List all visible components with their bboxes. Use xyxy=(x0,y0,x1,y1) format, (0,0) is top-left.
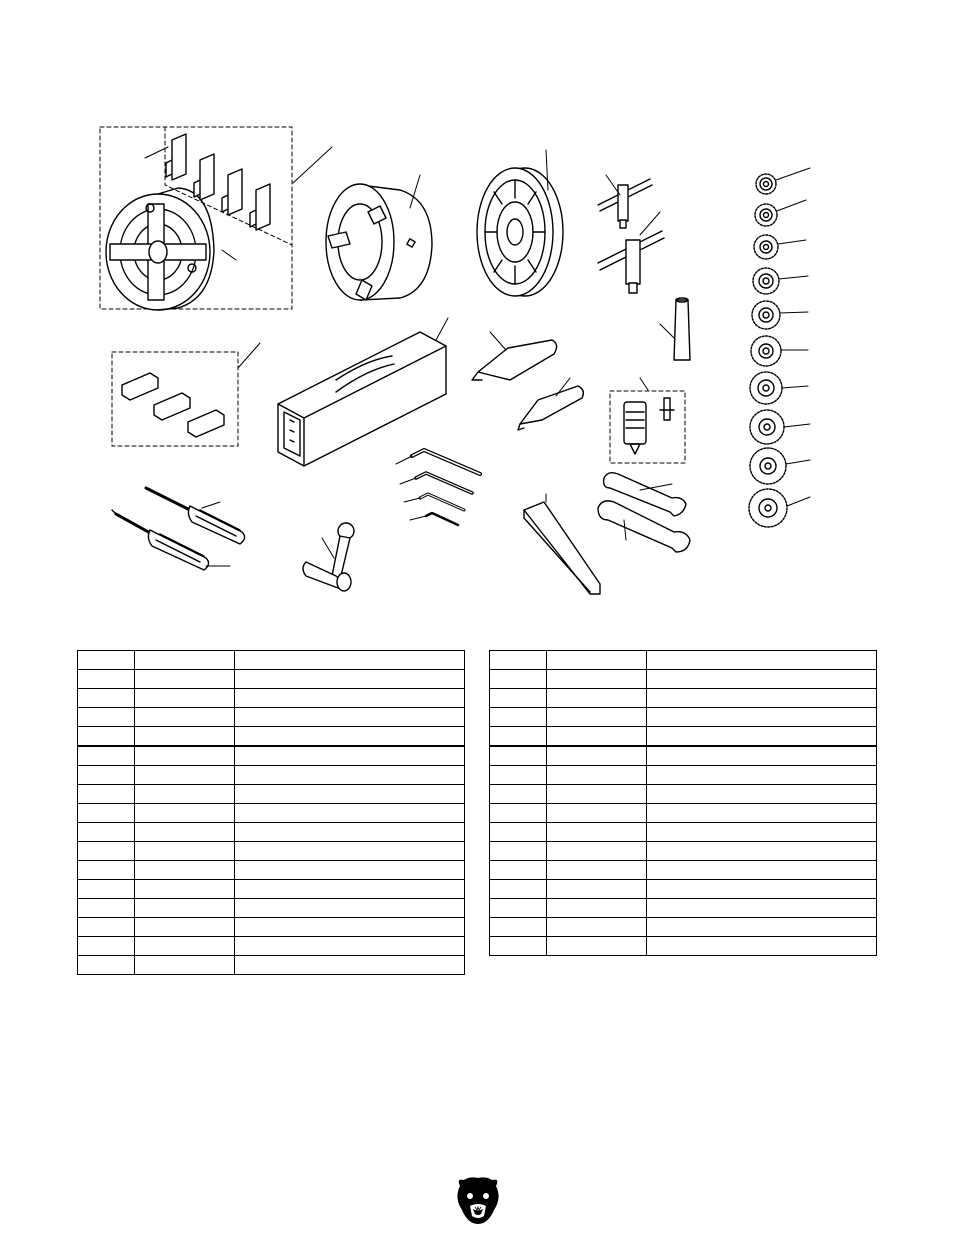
part-number-cell xyxy=(547,823,647,842)
part-number-cell xyxy=(547,766,647,785)
ref-cell xyxy=(78,880,135,899)
description-cell xyxy=(235,785,465,804)
part-number-cell xyxy=(135,937,235,956)
faceplate xyxy=(477,150,563,296)
table-row xyxy=(78,823,465,842)
part-number-cell xyxy=(547,899,647,918)
table-row xyxy=(490,842,877,861)
ref-cell xyxy=(490,766,547,785)
ref-cell xyxy=(78,785,135,804)
table-row xyxy=(490,727,877,747)
ref-cell xyxy=(78,746,135,766)
description-cell xyxy=(235,804,465,823)
table-row xyxy=(490,746,877,766)
description-cell xyxy=(235,727,465,747)
description-cell xyxy=(235,956,465,975)
part-number-cell xyxy=(135,766,235,785)
four-jaw-chuck xyxy=(106,188,214,310)
ref-cell xyxy=(490,899,547,918)
ref-cell xyxy=(490,785,547,804)
description-cell xyxy=(647,689,877,708)
part-number-cell xyxy=(547,651,647,670)
description-cell xyxy=(235,842,465,861)
table-row xyxy=(490,766,877,785)
ref-cell xyxy=(490,727,547,747)
description-cell xyxy=(235,766,465,785)
part-number-cell xyxy=(135,842,235,861)
ref-cell xyxy=(490,823,547,842)
dead-center-small xyxy=(518,378,583,430)
table-row xyxy=(78,861,465,880)
dead-center-large xyxy=(472,332,557,380)
table-row xyxy=(490,708,877,727)
ref-cell xyxy=(490,651,547,670)
table-row xyxy=(490,880,877,899)
table-row xyxy=(490,651,877,670)
description-cell xyxy=(647,746,877,766)
ref-cell xyxy=(78,899,135,918)
ref-cell xyxy=(78,651,135,670)
three-jaw-chuck xyxy=(326,175,432,300)
part-number-cell xyxy=(135,689,235,708)
drill-chuck-group xyxy=(610,378,685,463)
parts-table-right-body xyxy=(490,651,877,956)
description-cell xyxy=(235,689,465,708)
table-row xyxy=(78,689,465,708)
toolbox xyxy=(278,318,448,466)
part-number-cell xyxy=(135,727,235,747)
description-cell xyxy=(647,842,877,861)
part-number-cell xyxy=(135,804,235,823)
description-cell xyxy=(235,899,465,918)
bear-logo xyxy=(454,1176,502,1226)
table-row xyxy=(490,804,877,823)
part-number-cell xyxy=(135,880,235,899)
ref-cell xyxy=(490,880,547,899)
ref-cell xyxy=(78,956,135,975)
description-cell xyxy=(235,861,465,880)
part-number-cell xyxy=(135,861,235,880)
part-number-cell xyxy=(135,823,235,842)
ref-cell xyxy=(490,918,547,937)
ref-cell xyxy=(78,689,135,708)
part-number-cell xyxy=(135,670,235,689)
ref-cell xyxy=(78,727,135,747)
tool-post-wedge xyxy=(524,494,600,594)
ref-cell xyxy=(490,937,547,956)
description-cell xyxy=(647,708,877,727)
description-cell xyxy=(647,651,877,670)
table-row xyxy=(490,918,877,937)
parts-table-left xyxy=(77,650,465,975)
description-cell xyxy=(647,880,877,899)
ref-cell xyxy=(78,861,135,880)
description-cell xyxy=(647,804,877,823)
table-row xyxy=(490,937,877,956)
table-row xyxy=(78,766,465,785)
table-row xyxy=(78,842,465,861)
table-row xyxy=(78,746,465,766)
part-number-cell xyxy=(135,651,235,670)
table-row xyxy=(78,785,465,804)
description-cell xyxy=(235,937,465,956)
table-row xyxy=(78,670,465,689)
part-number-cell xyxy=(547,937,647,956)
chuck-key-small xyxy=(598,175,652,228)
change-gear-set xyxy=(749,168,810,527)
part-number-cell xyxy=(547,785,647,804)
part-number-cell xyxy=(135,918,235,937)
ref-cell xyxy=(78,918,135,937)
ref-cell xyxy=(490,746,547,766)
parts-table-right xyxy=(489,650,877,956)
tailstock-handle xyxy=(303,523,354,591)
ref-cell xyxy=(490,861,547,880)
description-cell xyxy=(235,670,465,689)
description-cell xyxy=(235,651,465,670)
ref-cell xyxy=(490,670,547,689)
description-cell xyxy=(235,918,465,937)
part-number-cell xyxy=(135,785,235,804)
description-cell xyxy=(647,727,877,747)
ref-cell xyxy=(78,842,135,861)
part-number-cell xyxy=(547,689,647,708)
parts-table-left-body xyxy=(78,651,465,975)
ref-cell xyxy=(78,823,135,842)
part-number-cell xyxy=(547,918,647,937)
description-cell xyxy=(647,861,877,880)
part-number-cell xyxy=(135,956,235,975)
part-number-cell xyxy=(547,861,647,880)
part-number-cell xyxy=(547,708,647,727)
part-number-cell xyxy=(547,746,647,766)
description-cell xyxy=(235,823,465,842)
ref-cell xyxy=(490,804,547,823)
reverse-jaw-set xyxy=(112,343,260,446)
table-row xyxy=(490,689,877,708)
table-row xyxy=(490,899,877,918)
part-number-cell xyxy=(547,842,647,861)
part-number-cell xyxy=(547,727,647,747)
part-number-cell xyxy=(547,670,647,689)
table-row xyxy=(78,727,465,747)
description-cell xyxy=(235,880,465,899)
part-number-cell xyxy=(135,708,235,727)
description-cell xyxy=(647,918,877,937)
table-row xyxy=(78,918,465,937)
table-row xyxy=(78,708,465,727)
part-number-cell xyxy=(135,746,235,766)
hex-wrench-set xyxy=(396,450,480,525)
description-cell xyxy=(647,899,877,918)
ref-cell xyxy=(490,842,547,861)
description-cell xyxy=(235,746,465,766)
description-cell xyxy=(647,766,877,785)
description-cell xyxy=(235,708,465,727)
description-cell xyxy=(647,823,877,842)
ref-cell xyxy=(490,708,547,727)
drill-chuck-arbor xyxy=(660,298,690,360)
ref-cell xyxy=(490,689,547,708)
ref-cell xyxy=(78,804,135,823)
table-row xyxy=(78,956,465,975)
table-row xyxy=(78,651,465,670)
table-row xyxy=(490,670,877,689)
table-row xyxy=(78,804,465,823)
part-number-cell xyxy=(547,880,647,899)
table-row xyxy=(78,937,465,956)
ref-cell xyxy=(78,937,135,956)
chuck-key-large xyxy=(598,212,664,293)
part-number-cell xyxy=(547,804,647,823)
ref-cell xyxy=(78,766,135,785)
table-row xyxy=(78,880,465,899)
table-row xyxy=(490,861,877,880)
description-cell xyxy=(647,937,877,956)
description-cell xyxy=(647,785,877,804)
four-jaw-chuck-group xyxy=(100,127,332,310)
ref-cell xyxy=(78,708,135,727)
ref-cell xyxy=(78,670,135,689)
description-cell xyxy=(647,670,877,689)
part-number-cell xyxy=(135,899,235,918)
table-row xyxy=(490,785,877,804)
table-row xyxy=(78,899,465,918)
table-row xyxy=(490,823,877,842)
